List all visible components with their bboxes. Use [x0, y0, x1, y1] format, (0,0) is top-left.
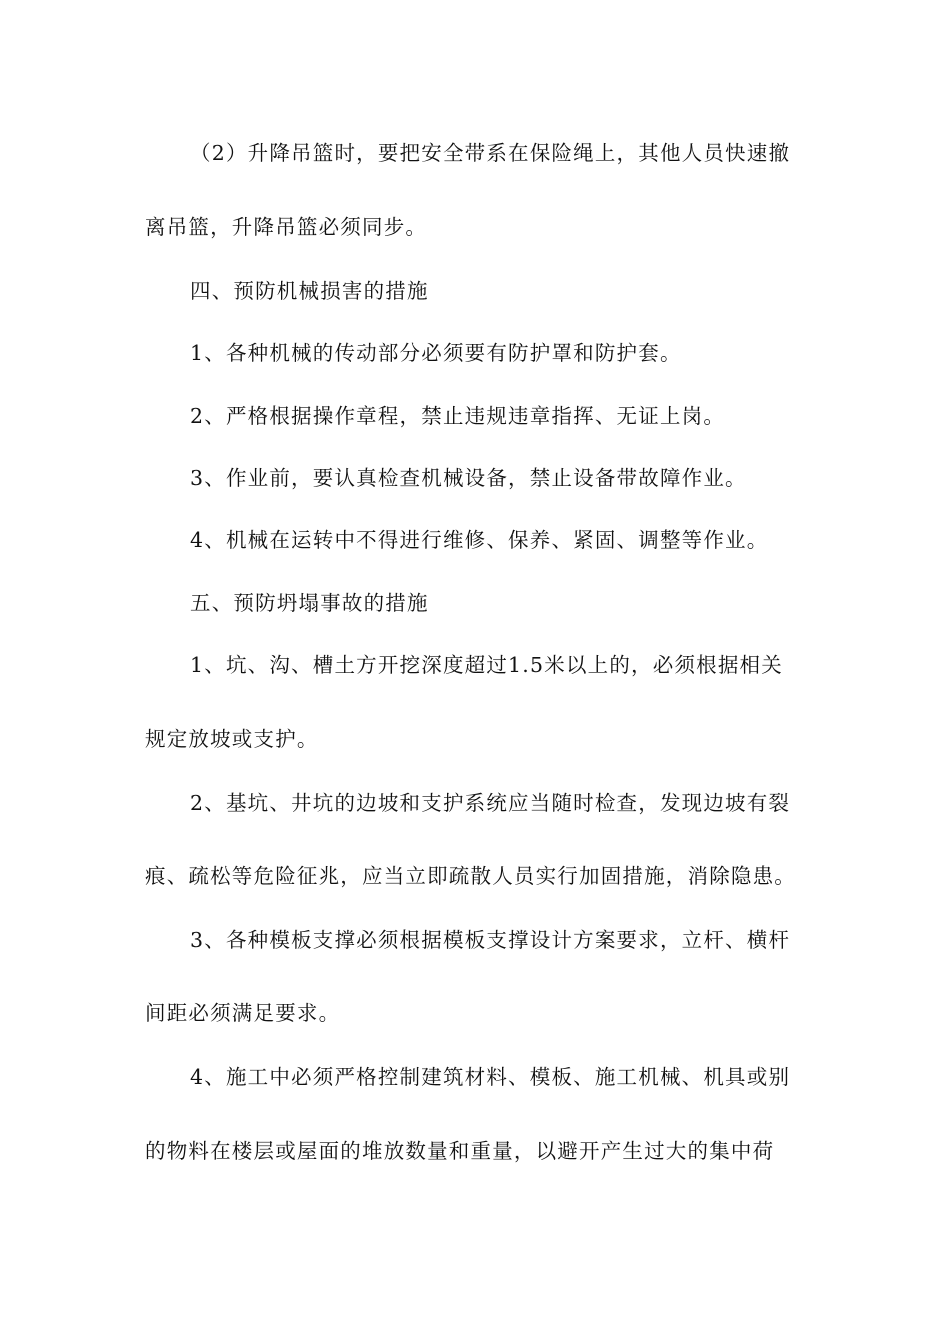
- paragraph-line: 2、严格根据操作章程，禁止违规违章指挥、无证上岗。: [190, 404, 726, 428]
- paragraph-line: 3、各种模板支撑必须根据模板支撑设计方案要求，立杆、横杆: [190, 928, 791, 952]
- paragraph-line: 离吊篮，升降吊篮必须同步。: [145, 215, 428, 239]
- paragraph-line: 规定放坡或支护。: [145, 727, 319, 751]
- paragraph-line: 1、坑、沟、槽土方开挖深度超过1.5米以上的，必须根据相关: [190, 653, 783, 677]
- paragraph-line: 间距必须满足要求。: [145, 1001, 341, 1025]
- paragraph-line: 2、基坑、井坑的边坡和支护系统应当随时检查，发现边坡有裂: [190, 791, 791, 815]
- paragraph-line: 4、机械在运转中不得进行维修、保养、紧固、调整等作业。: [190, 528, 769, 552]
- paragraph-line: （2）升降吊篮时，要把安全带系在保险绳上，其他人员快速撤: [190, 141, 791, 165]
- paragraph-line: 4、施工中必须严格控制建筑材料、模板、施工机械、机具或别: [190, 1065, 791, 1089]
- section-heading: 四、预防机械损害的措施: [190, 279, 429, 303]
- paragraph-line: 的物料在楼层或屋面的堆放数量和重量，以避开产生过大的集中荷: [145, 1139, 775, 1163]
- paragraph-line: 痕、疏松等危险征兆，应当立即疏散人员实行加固措施，消除隐患。: [145, 864, 796, 888]
- paragraph-line: 3、作业前，要认真检查机械设备，禁止设备带故障作业。: [190, 466, 747, 490]
- section-heading: 五、预防坍塌事故的措施: [190, 591, 429, 615]
- paragraph-line: 1、各种机械的传动部分必须要有防护罩和防护套。: [190, 341, 682, 365]
